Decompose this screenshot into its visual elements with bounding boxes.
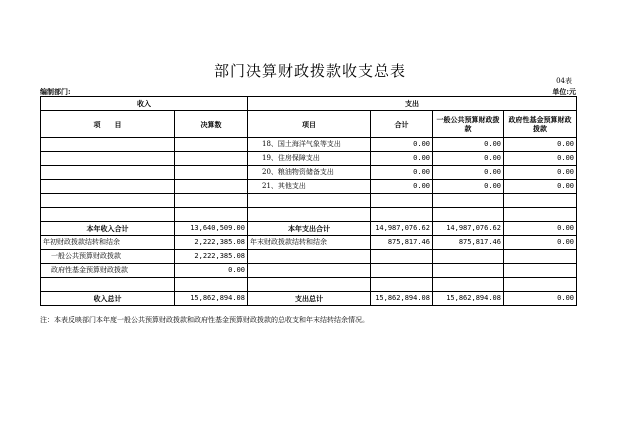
income-item-header: 项 目: [41, 111, 175, 138]
carry-fund-row: [41, 264, 577, 278]
general-budget-cell: 0.00: [433, 166, 504, 180]
carry-fund-value: 0.00: [175, 264, 248, 278]
expense-total-value: 14,987,076.62: [371, 222, 433, 236]
footnote: 注：本表反映部门本年度一般公共预算财政拨款和政府性基金预算财政拨款的总收支和年末结转结余情况。: [40, 316, 369, 324]
income-total-value: 13,640,509.00: [175, 222, 248, 236]
fund-budget-cell: 0.00: [504, 138, 577, 152]
general-budget-cell: 0.00: [433, 152, 504, 166]
carry-general-row: [41, 250, 577, 264]
org-label: 编制部门:: [40, 87, 71, 96]
expense-item-cell: 19、住房保障支出: [248, 152, 371, 166]
grand-expense-total: 15,862,894.08: [371, 292, 433, 306]
table-row: [41, 138, 577, 152]
carry-out-fund: 0.00: [504, 236, 577, 250]
fiscal-summary-table: [40, 96, 577, 306]
expense-item-header: 项目: [248, 111, 371, 138]
table-row: [41, 152, 577, 166]
table-row: [41, 166, 577, 180]
fund-budget-cell: 0.00: [504, 152, 577, 166]
total-cell: 0.00: [371, 166, 433, 180]
carry-out-label: 年末财政拨款结转和结余: [248, 236, 371, 250]
fund-budget-header: 政府性基金预算财政拨款: [504, 111, 577, 138]
empty-row: [41, 278, 577, 292]
unit-label: 单位:元: [552, 87, 576, 96]
table-row: [41, 180, 577, 194]
expense-total-label: 本年支出合计: [248, 222, 371, 236]
carry-general-value: 2,222,385.08: [175, 250, 248, 264]
grand-total-row: [41, 292, 577, 306]
expense-item-cell: 20、粮油物资储备支出: [248, 166, 371, 180]
total-cell: 0.00: [371, 180, 433, 194]
empty-row: [41, 208, 577, 222]
income-total-label: 本年收入合计: [41, 222, 175, 236]
empty-row: [41, 194, 577, 208]
grand-income-value: 15,862,894.08: [175, 292, 248, 306]
total-header: 合计: [371, 111, 433, 138]
carry-out-general: 875,817.46: [433, 236, 504, 250]
carry-out-total: 875,817.46: [371, 236, 433, 250]
income-header: 收入: [41, 97, 248, 111]
annual-total-row: [41, 222, 577, 236]
column-header-row: [41, 111, 577, 138]
expense-item-cell: 21、其他支出: [248, 180, 371, 194]
section-header-row: [41, 97, 577, 111]
table-number: 04表: [556, 77, 572, 85]
total-cell: 0.00: [371, 152, 433, 166]
general-budget-cell: 0.00: [433, 180, 504, 194]
total-cell: 0.00: [371, 138, 433, 152]
carry-in-label: 年初财政拨款结转和结余: [41, 236, 175, 250]
carry-fund-label: 政府性基金预算财政拨款: [41, 264, 175, 278]
general-budget-header: 一般公共预算财政拨款: [433, 111, 504, 138]
grand-expense-general: 15,862,894.08: [433, 292, 504, 306]
expense-item-cell: 18、国土海洋气象等支出: [248, 138, 371, 152]
grand-expense-label: 支出总计: [248, 292, 371, 306]
expense-header: 支出: [248, 97, 577, 111]
expense-total-general: 14,987,076.62: [433, 222, 504, 236]
expense-total-fund: 0.00: [504, 222, 577, 236]
page-title: 部门决算财政拨款收支总表: [213, 62, 406, 80]
final-amount-header: 决算数: [175, 111, 248, 138]
carry-general-label: 一般公共预算财政拨款: [41, 250, 175, 264]
fund-budget-cell: 0.00: [504, 180, 577, 194]
carry-in-value: 2,222,385.08: [175, 236, 248, 250]
grand-income-label: 收入总计: [41, 292, 175, 306]
fund-budget-cell: 0.00: [504, 166, 577, 180]
carry-over-row: [41, 236, 577, 250]
grand-expense-fund: 0.00: [504, 292, 577, 306]
general-budget-cell: 0.00: [433, 138, 504, 152]
